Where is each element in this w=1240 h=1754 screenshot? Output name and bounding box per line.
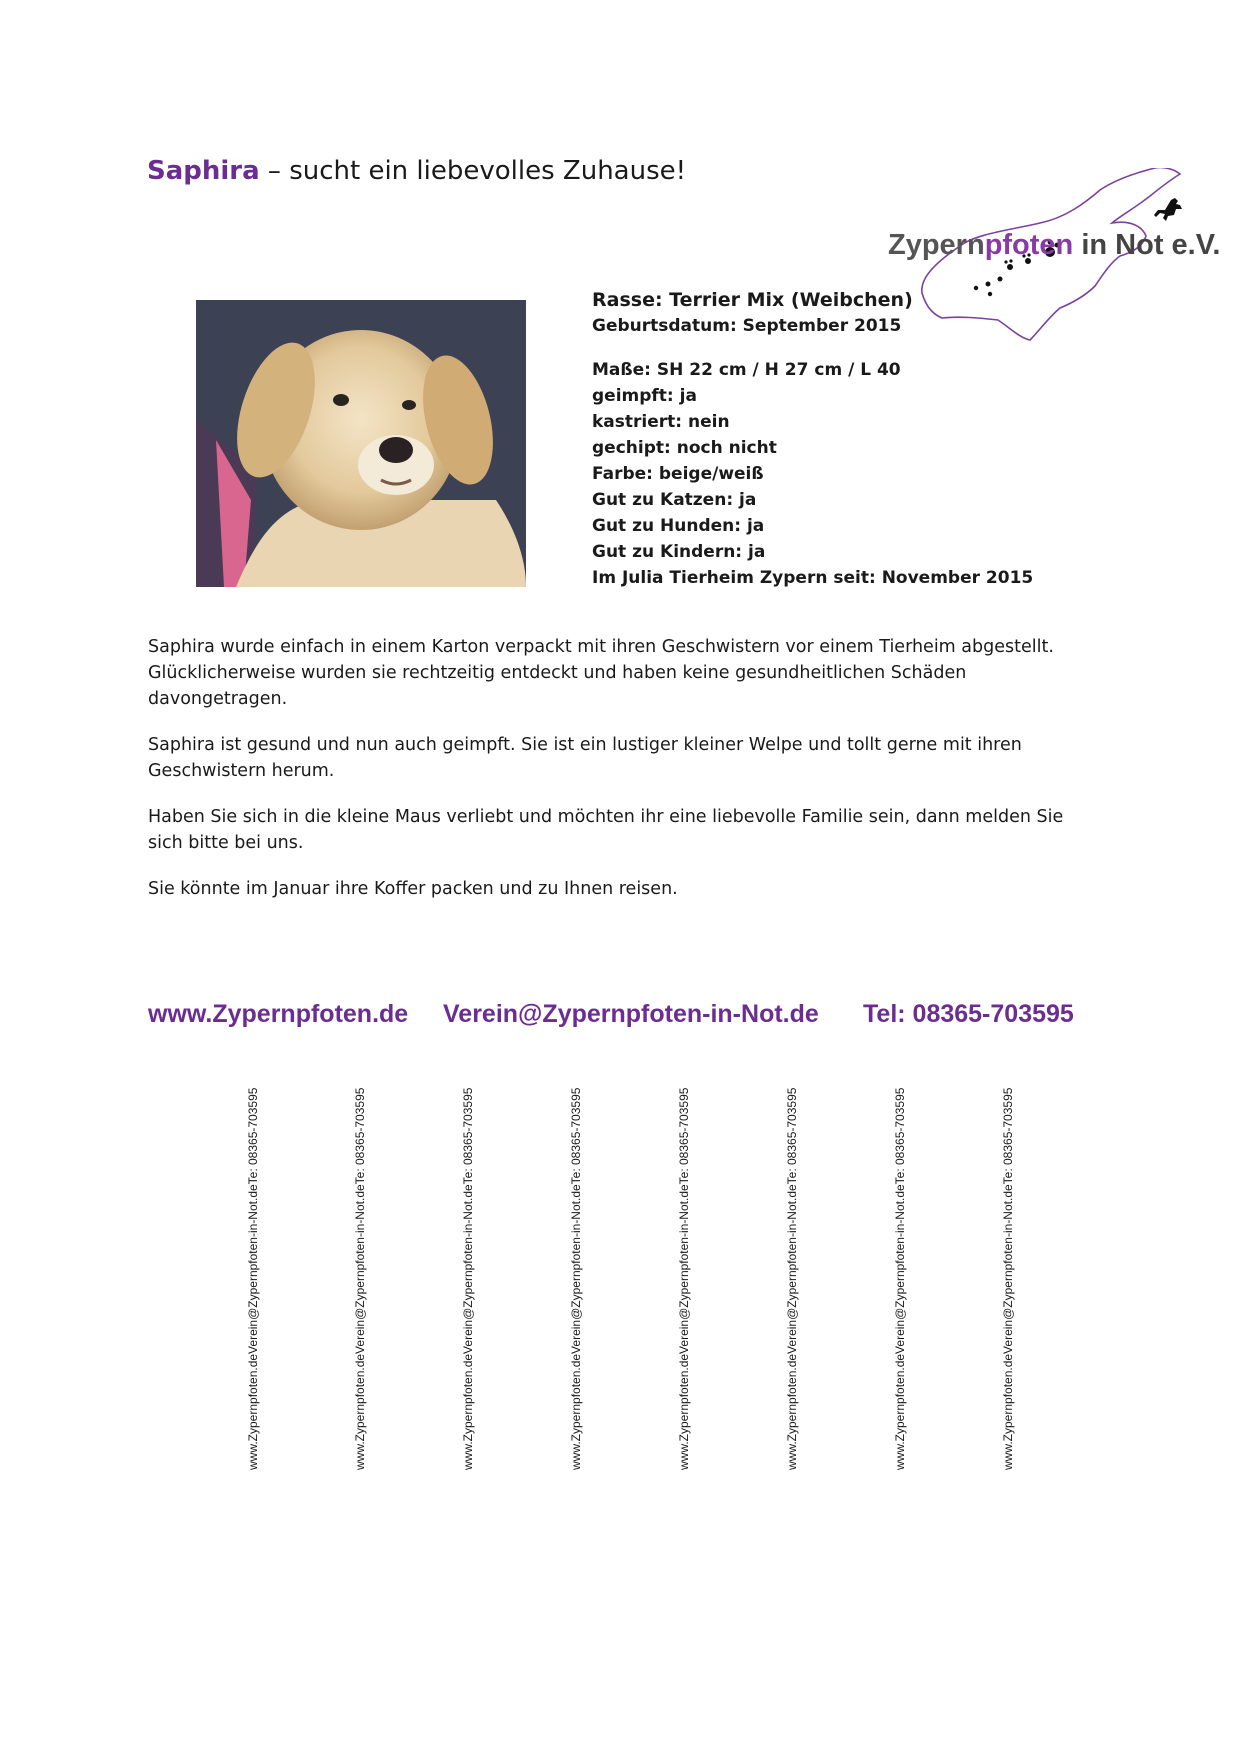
fact-katzen: Gut zu Katzen: ja bbox=[592, 490, 757, 510]
description-paragraph: Saphira ist gesund und nun auch geimpft. Sie ist ein lustiger kleiner Welpe und tollt gerne mit ihren Geschwistern herum. bbox=[148, 735, 1022, 781]
description-paragraph: Sie könnte im Januar ihre Koffer packen und zu Ihnen reisen. bbox=[148, 879, 678, 899]
tear-off-email: Verein@Zypernpfoten-in-Not.de bbox=[677, 1184, 691, 1354]
website-link[interactable]: www.Zypernpfoten.de bbox=[148, 1000, 409, 1028]
tear-off-email: Verein@Zypernpfoten-in-Not.de bbox=[893, 1184, 907, 1354]
tear-off-email: Verein@Zypernpfoten-in-Not.de bbox=[353, 1184, 367, 1354]
tear-off-email: Verein@Zypernpfoten-in-Not.de bbox=[246, 1184, 260, 1354]
description-paragraph: Saphira wurde einfach in einem Karton verpackt mit ihren Geschwistern vor einem Tierheim abgestellt. Glücklicherweise wurden sie rechtzeitig entdeckt und haben keine gesundheitlichen Schäden davongetragen. bbox=[148, 637, 1054, 709]
fact-geimpft: geimpft: ja bbox=[592, 386, 697, 406]
fact-farbe: Farbe: beige/weiß bbox=[592, 464, 764, 484]
fact-geburtsdatum: Geburtsdatum: September 2015 bbox=[592, 316, 902, 336]
fact-gechipt: gechipt: noch nicht bbox=[592, 438, 777, 458]
svg-text:Zypernpfoten in Not e.V.: Zypernpfoten in Not e.V. bbox=[888, 229, 1220, 261]
tear-off-email: Verein@Zypernpfoten-in-Not.de bbox=[1001, 1184, 1015, 1354]
tear-off-phone: Te: 08365-703595 bbox=[677, 1087, 691, 1185]
tear-off-phone: Te: 08365-703595 bbox=[785, 1087, 799, 1185]
dog-photo bbox=[196, 300, 526, 587]
tear-off-website: www.Zypernpfoten.de bbox=[893, 1353, 907, 1470]
tear-off-phone: Te: 08365-703595 bbox=[893, 1087, 907, 1185]
tear-off-website: www.Zypernpfoten.de bbox=[677, 1353, 691, 1470]
fact-kastriert: kastriert: nein bbox=[592, 412, 730, 432]
title-tagline: – sucht ein liebevolles Zuhause! bbox=[259, 156, 687, 186]
tear-off-website: www.Zypernpfoten.de bbox=[246, 1353, 260, 1470]
dog-silhouette-icon bbox=[1154, 198, 1182, 221]
description bbox=[148, 634, 1098, 922]
tear-off-phone: Te: 08365-703595 bbox=[569, 1087, 583, 1185]
tear-off-email: Verein@Zypernpfoten-in-Not.de bbox=[785, 1184, 799, 1354]
tear-off-email: Verein@Zypernpfoten-in-Not.de bbox=[569, 1184, 583, 1354]
phone-number: Tel: 08365-703595 bbox=[863, 1000, 1074, 1028]
fact-hunden: Gut zu Hunden: ja bbox=[592, 516, 765, 536]
tear-off-email: Verein@Zypernpfoten-in-Not.de bbox=[461, 1184, 475, 1354]
page-title bbox=[147, 156, 686, 186]
tear-off-phone: Te: 08365-703595 bbox=[353, 1087, 367, 1185]
tear-off-phone: Te: 08365-703595 bbox=[461, 1087, 475, 1185]
tear-off-phone: Te: 08365-703595 bbox=[246, 1087, 260, 1185]
tear-off-website: www.Zypernpfoten.de bbox=[461, 1353, 475, 1470]
email-link[interactable]: Verein@Zypernpfoten-in-Not.de bbox=[443, 1000, 819, 1028]
fact-tierheim: Im Julia Tierheim Zypern seit: November 2015 bbox=[592, 568, 1034, 588]
dog-name: Saphira bbox=[147, 156, 260, 186]
fact-kindern: Gut zu Kindern: ja bbox=[592, 542, 766, 562]
description-paragraph: Haben Sie sich in die kleine Maus verliebt und möchten ihr eine liebevolle Familie sein, dann melden Sie sich bitte bei uns. bbox=[148, 807, 1064, 853]
tear-off-phone: Te: 08365-703595 bbox=[1001, 1087, 1015, 1185]
fact-masse: Maße: SH 22 cm / H 27 cm / L 40 bbox=[592, 360, 901, 380]
contact-bar bbox=[148, 1000, 1098, 1040]
tear-off-website: www.Zypernpfoten.de bbox=[569, 1353, 583, 1470]
fact-rasse: Rasse: Terrier Mix (Weibchen) bbox=[592, 289, 913, 311]
dog-facts bbox=[592, 287, 1062, 591]
tear-off-website: www.Zypernpfoten.de bbox=[1001, 1353, 1015, 1470]
tear-off-website: www.Zypernpfoten.de bbox=[353, 1353, 367, 1470]
tear-off-website: www.Zypernpfoten.de bbox=[785, 1353, 799, 1470]
